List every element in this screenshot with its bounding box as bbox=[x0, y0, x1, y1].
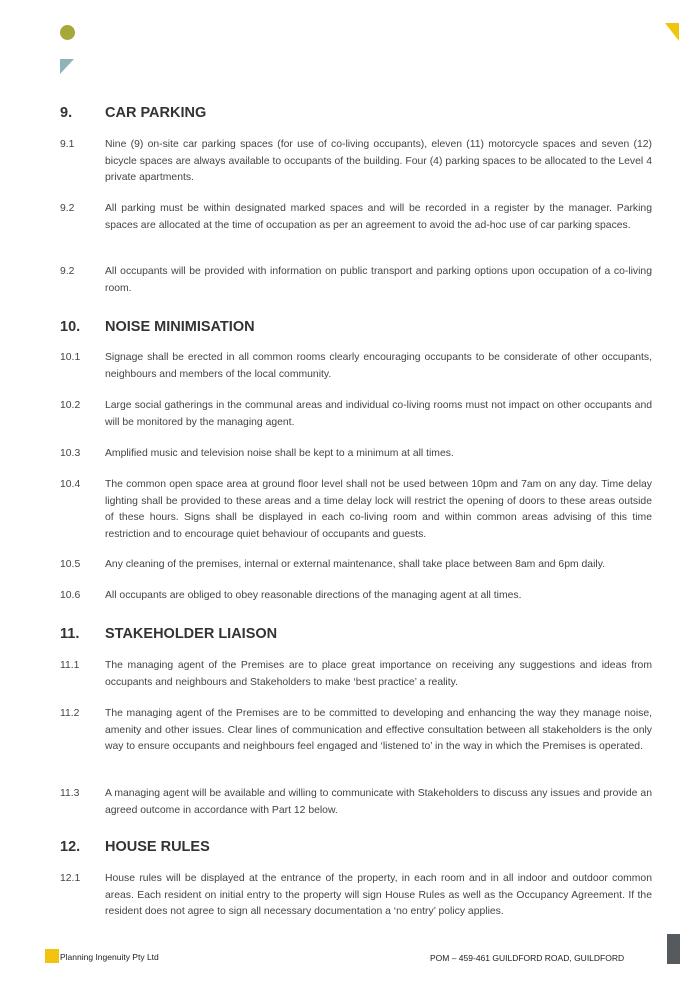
clause-text: A managing agent will be available and willing to communicate with Stakeholders to discuss any issues and provide an agreed outcome in accordance with Part 12 below. bbox=[105, 788, 652, 816]
footer-square-icon bbox=[45, 949, 59, 963]
clause-number: 10.5 bbox=[60, 559, 81, 570]
clause-text: Nine (9) on-site car parking spaces (for use of co-living occupants), eleven (11) motorcycle spaces and seven (12) bicycle spaces are always available to occupants of the building. Four (4) parking spaces to be allocated to the Level 4 private apartments. bbox=[105, 139, 652, 183]
section-title: NOISE MINIMISATION bbox=[105, 319, 255, 335]
section-title: CAR PARKING bbox=[105, 105, 207, 121]
clause-text: Large social gatherings in the communal areas and individual co-living rooms must not impact on other occupants and will be monitored by the managing agent. bbox=[105, 400, 652, 428]
clause-number: 9.1 bbox=[60, 139, 75, 150]
clause-number: 9.2 bbox=[60, 266, 75, 277]
footer-bar-icon bbox=[667, 934, 680, 964]
clause-number: 12.1 bbox=[60, 873, 81, 884]
logo-dot-icon bbox=[60, 25, 75, 40]
clause-number: 10.6 bbox=[60, 590, 81, 601]
clause-text: Signage shall be erected in all common rooms clearly encouraging occupants to be considerate of other occupants, neighbours and members of the local community. bbox=[105, 352, 652, 380]
clause-number: 11.2 bbox=[60, 708, 80, 719]
clause-text: The managing agent of the Premises are to place great importance on receiving any suggestions and ideas from occupants and neighbours and Stakeholders to make ‘best practice’ a reality. bbox=[105, 660, 652, 688]
clause-number: 10.2 bbox=[60, 400, 81, 411]
logo-triangle-icon bbox=[60, 59, 74, 74]
section-number: 9. bbox=[60, 105, 73, 121]
clause-text: All parking must be within designated marked spaces and will be recorded in a register by the manager. Parking spaces are allocated at the time of occupation as per an agreement to avoid the ad-hoc use of car parking spaces. bbox=[105, 203, 652, 231]
corner-accent-icon bbox=[665, 23, 679, 41]
clause-number: 10.4 bbox=[60, 479, 81, 490]
section-number: 12. bbox=[60, 839, 81, 855]
clause-text: House rules will be displayed at the entrance of the property, in each room and in all indoor and outdoor common areas. Each resident on initial entry to the property will sign House Rules as well as the Occupancy Agreement. If the resident does not agree to sign all necessary documentation a ‘no entry’ policy applies. bbox=[105, 873, 652, 917]
clause-text: The managing agent of the Premises are to be committed to developing and enhancing the way they manage noise, amenity and other issues. Clear lines of communication and effective consultation between all stakeholders is the only way to ensure occupants and neighbours feel engaged and ‘listened to’ in the way in which the Premises is operated. bbox=[105, 708, 652, 752]
clause-number: 10.1 bbox=[60, 352, 81, 363]
footer-company-name: Planning Ingenuity Pty Ltd bbox=[60, 952, 159, 962]
section-title: STAKEHOLDER LIAISON bbox=[105, 626, 278, 642]
clause-text: Any cleaning of the premises, internal or external maintenance, shall take place between 8am and 6pm daily. bbox=[105, 559, 605, 570]
clause-number: 11.1 bbox=[60, 660, 80, 671]
clause-text: All occupants will be provided with information on public transport and parking options upon occupation of a co-living room. bbox=[105, 266, 652, 294]
footer-document-ref: POM – 459-461 GUILDFORD ROAD, GUILDFORD bbox=[430, 953, 625, 963]
section-title: HOUSE RULES bbox=[105, 839, 210, 855]
clause-number: 10.3 bbox=[60, 448, 81, 459]
section-number: 11. bbox=[60, 626, 80, 642]
clause-text: The common open space area at ground floor level shall not be used between 10pm and 7am on any day. Time delay lighting shall be provided to these areas and a time delay lock will restrict the opening of doors to these areas outside of these hours. Signs shall be displayed in each co-living room and within common areas advising of this time restriction and to encourage quiet behaviour of occupants and guests. bbox=[105, 479, 652, 540]
section-number: 10. bbox=[60, 319, 81, 335]
clause-number: 11.3 bbox=[60, 788, 80, 799]
clause-number: 9.2 bbox=[60, 203, 75, 214]
clause-text: Amplified music and television noise shall be kept to a minimum at all times. bbox=[105, 448, 454, 459]
clause-text: All occupants are obliged to obey reasonable directions of the managing agent at all times. bbox=[105, 590, 522, 601]
